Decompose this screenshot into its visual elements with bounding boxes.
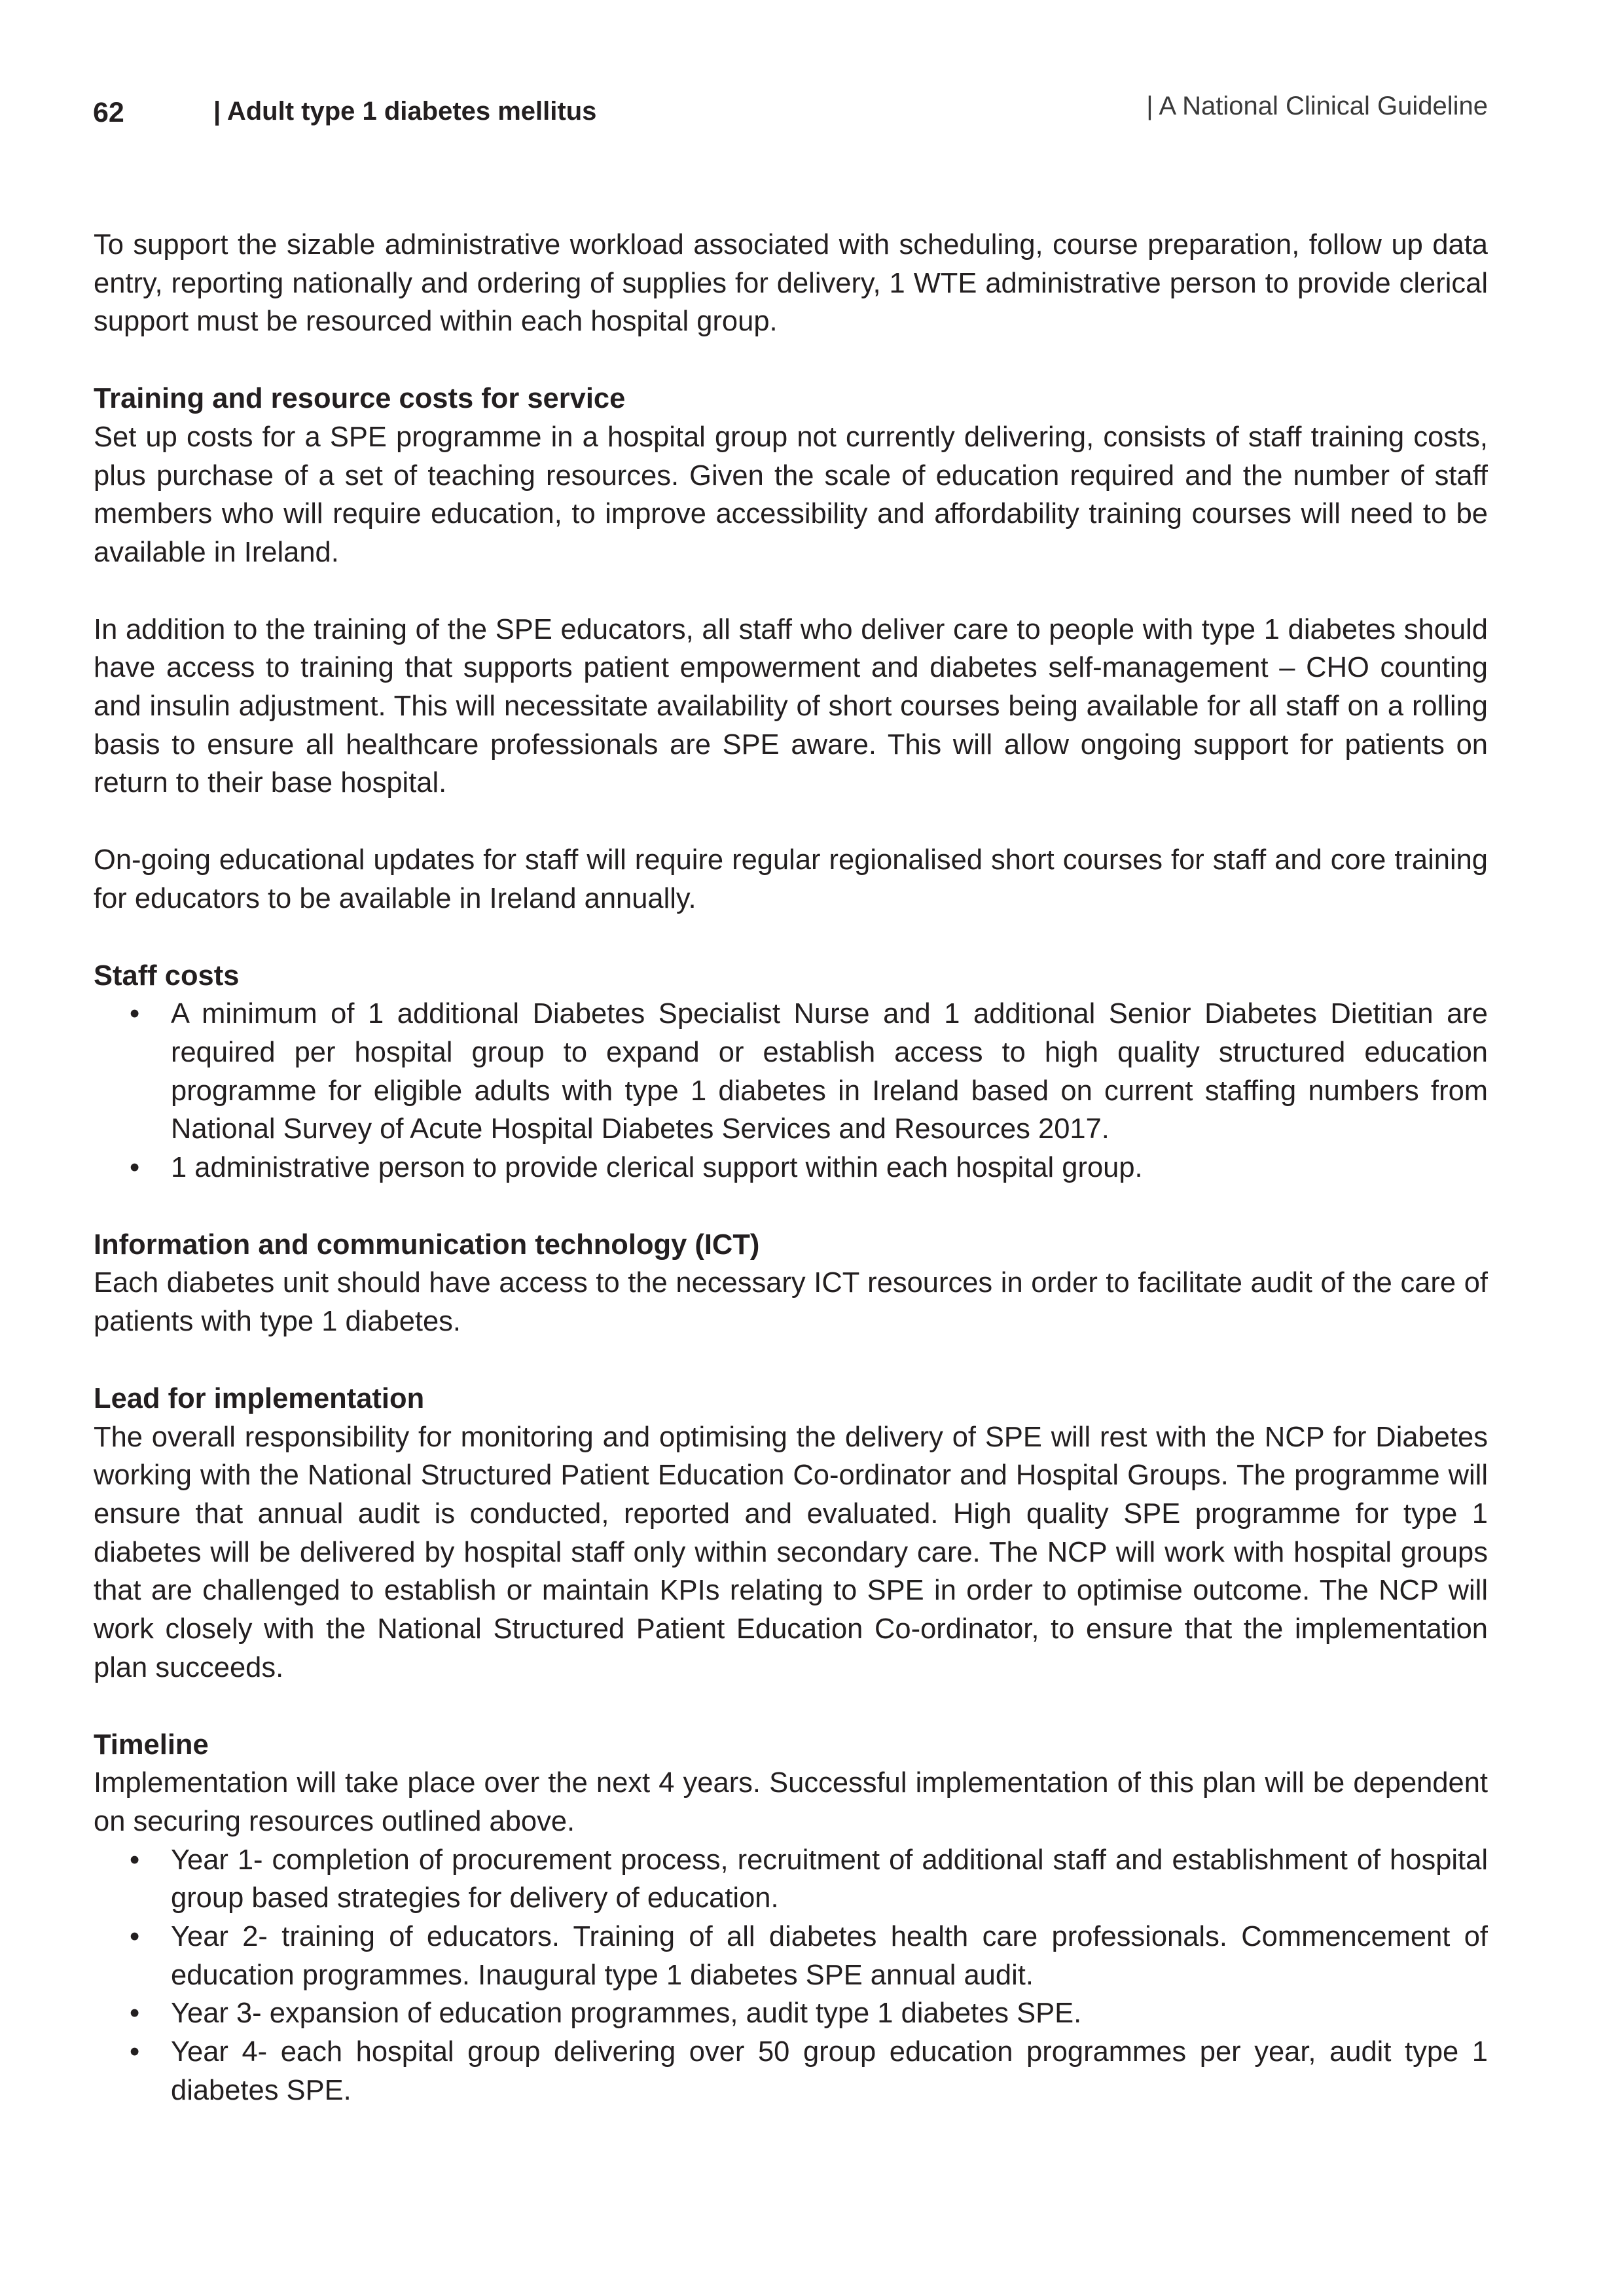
list-item-text: Year 3- expansion of education programmes, audit type 1 diabetes SPE. <box>171 1998 1082 2030</box>
list-item <box>94 1918 1488 1994</box>
list-item-text: Year 4- each hospital group delivering over 50 group education programmes per year, audit type 1 diabetes SPE. <box>171 2036 1488 2106</box>
timeline-list <box>94 1841 1488 2110</box>
series-title: | A National Clinical Guideline <box>1146 92 1488 120</box>
staff-costs-list <box>94 995 1488 1187</box>
ict-section <box>94 1226 1488 1341</box>
list-item <box>94 1149 1488 1187</box>
training-paragraph-1: Set up costs for a SPE programme in a hospital group not currently delivering, consists of staff training costs, plus purchase of a set of teaching resources. Given the scale of education required and the number of staff members who will require education, to improve accessibility and affordability training courses will need to be available in Ireland. <box>94 421 1488 568</box>
page-number: 62 <box>93 97 124 128</box>
training-section <box>94 380 1488 572</box>
bullet-glyph: • <box>130 998 140 1030</box>
ict-heading: Information and communication technology (ICT) <box>94 1229 760 1261</box>
list-item <box>94 1841 1488 1918</box>
list-item-text: Year 1- completion of procurement process, recruitment of additional staff and establishment of hospital group based strategies for delivery of education. <box>171 1844 1488 1914</box>
training-paragraph-3: On-going educational updates for staff will require regular regionalised short courses for staff and core training for educators to be available in Ireland annually. <box>94 844 1488 914</box>
lead-heading: Lead for implementation <box>94 1382 425 1414</box>
list-item <box>94 995 1488 1149</box>
timeline-section <box>94 1726 1488 2110</box>
training-section-cont-2 <box>94 841 1488 918</box>
document-title: | Adult type 1 diabetes mellitus <box>213 97 597 126</box>
training-section-cont-1 <box>94 611 1488 803</box>
ict-paragraph: Each diabetes unit should have access to the necessary ICT resources in order to facilitate audit of the care of patients with type 1 diabetes. <box>94 1267 1488 1338</box>
training-paragraph-2: In addition to the training of the SPE educators, all staff who deliver care to people with type 1 diabetes should have access to training that supports patient empowerment and diabetes self-management – CHO counting and insulin adjustment. This will necessitate availability of short courses being available for all staff on a rolling basis to ensure all healthcare professionals are SPE aware. This will allow ongoing support for patients on return to their base hospital. <box>94 613 1488 799</box>
list-item-text: 1 administrative person to provide clerical support within each hospital group. <box>171 1152 1143 1184</box>
training-heading: Training and resource costs for service <box>94 383 626 415</box>
bullet-glyph: • <box>130 1152 140 1184</box>
bullet-glyph: • <box>130 2036 140 2068</box>
lead-paragraph: The overall responsibility for monitoring and optimising the delivery of SPE will rest with the NCP for Diabetes working with the National Structured Patient Education Co-ordinator and Hospital Groups. The programme will ensure that annual audit is conducted, reported and evaluated. High quality SPE programme for type 1 diabetes will be delivered by hospital staff only within secondary care. The NCP will work with hospital groups that are challenged to establish or maintain KPIs relating to SPE in order to optimise outcome. The NCP will work closely with the National Structured Patient Education Co-ordinator, to ensure that the implementation plan succeeds. <box>94 1421 1488 1683</box>
page-content <box>94 226 1488 2110</box>
staff-costs-heading: Staff costs <box>94 960 240 992</box>
bullet-glyph: • <box>130 1921 140 1953</box>
intro-paragraph: To support the sizable administrative workload associated with scheduling, course preparation, follow up data entry, reporting nationally and ordering of supplies for delivery, 1 WTE administrative person to provide clerical support must be resourced within each hospital group. <box>94 229 1488 338</box>
staff-costs-section <box>94 957 1488 1187</box>
timeline-paragraph: Implementation will take place over the next 4 years. Successful implementation of this plan will be dependent on securing resources outlined above. <box>94 1767 1488 1837</box>
list-item <box>94 2033 1488 2109</box>
list-item-text: A minimum of 1 additional Diabetes Specialist Nurse and 1 additional Senior Diabetes Dietitian are required per hospital group to expand or establish access to high quality structured education programme for eligible adults with type 1 diabetes in Ireland based on current staffing numbers from National Survey of Acute Hospital Diabetes Services and Resources 2017. <box>171 998 1488 1145</box>
bullet-glyph: • <box>130 1998 140 2030</box>
list-item-text: Year 2- training of educators. Training of all diabetes health care professionals. Commencement of education programmes. Inaugural type 1 diabetes SPE annual audit. <box>171 1921 1488 1991</box>
lead-section <box>94 1380 1488 1687</box>
list-item <box>94 1994 1488 2033</box>
page-header <box>93 92 1488 131</box>
bullet-glyph: • <box>130 1844 140 1876</box>
timeline-heading: Timeline <box>94 1729 209 1761</box>
